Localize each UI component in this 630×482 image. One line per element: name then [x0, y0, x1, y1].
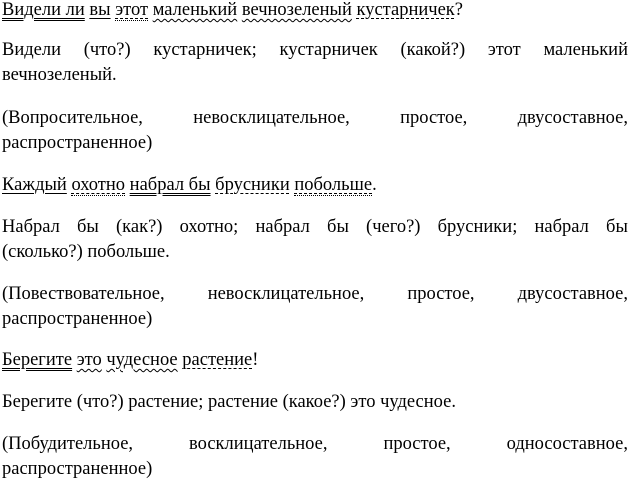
word: маленький	[543, 40, 628, 60]
word: (какой?)	[400, 40, 466, 60]
word: кустарничек	[279, 40, 378, 60]
s2-adverbial-2: побольше	[294, 175, 373, 195]
word: двусоставное,	[517, 284, 628, 304]
s1-characteristics-line-2: распространенное)	[2, 133, 153, 153]
s3-object: растение	[182, 350, 253, 370]
word: (Повествовательное,	[2, 284, 165, 304]
word: простое,	[407, 284, 475, 304]
s3-characteristics-line-2: распространенное)	[2, 459, 153, 479]
s1-predicate: Видели ли	[2, 0, 85, 20]
s2-object: брусники	[215, 175, 290, 195]
s3-questions-line-1: Берегите (что?) растение; растение (какое?) это чудесное.	[2, 392, 456, 412]
s2-questions-line-1	[2, 215, 628, 240]
word: набрал	[534, 217, 589, 237]
word: простое,	[400, 108, 468, 128]
word: простое,	[383, 434, 451, 454]
s2-characteristics-line-2: распространенное)	[2, 309, 153, 329]
s3-def-1: это	[76, 350, 102, 370]
word: этот	[487, 40, 521, 60]
word: двусоставное,	[517, 108, 628, 128]
word: невосклицательное,	[193, 108, 350, 128]
word: кустарничек;	[153, 40, 257, 60]
s1-def-1: этот	[115, 0, 149, 20]
s3-characteristics-line-1	[2, 432, 628, 457]
word: набрал	[255, 217, 310, 237]
s2-subject: Каждый	[2, 175, 67, 195]
word: охотно;	[179, 217, 239, 237]
s3-predicate: Берегите	[2, 350, 73, 370]
word: брусники;	[437, 217, 518, 237]
word: (как?)	[116, 217, 163, 237]
sentence-2	[2, 173, 630, 198]
s1-def-3: вечнозеленый	[241, 0, 352, 20]
word: односоставное,	[506, 434, 628, 454]
word: Видели	[2, 40, 61, 60]
s1-end: ?	[454, 0, 463, 20]
sentence-1	[2, 0, 630, 23]
word: бы	[606, 217, 628, 237]
s3-def-2: чудесное	[106, 350, 178, 370]
s2-predicate: набрал бы	[129, 175, 211, 195]
s1-characteristics-line-1	[2, 106, 628, 131]
word: восклицательное,	[189, 434, 328, 454]
s1-subject: вы	[89, 0, 111, 20]
s2-end: .	[372, 175, 377, 195]
word: (чего?)	[366, 217, 421, 237]
word: (Побудительное,	[2, 434, 134, 454]
s3-end: !	[252, 350, 259, 370]
word: (Вопросительное,	[2, 108, 143, 128]
s1-object: кустарничек	[356, 0, 455, 20]
sentence-3	[2, 348, 630, 373]
word: (что?)	[83, 40, 131, 60]
s1-def-2: маленький	[152, 0, 238, 20]
word: бы	[327, 217, 349, 237]
s2-characteristics-line-1	[2, 282, 628, 307]
s2-adverbial-1: охотно	[71, 175, 126, 195]
s1-questions-line-2: вечнозеленый.	[2, 65, 117, 85]
s1-questions-line-1	[2, 38, 628, 63]
word: бы	[77, 217, 99, 237]
word: невосклицательное,	[207, 284, 365, 304]
word: Набрал	[2, 217, 60, 237]
s2-questions-line-2: (сколько?) побольше.	[2, 242, 170, 262]
